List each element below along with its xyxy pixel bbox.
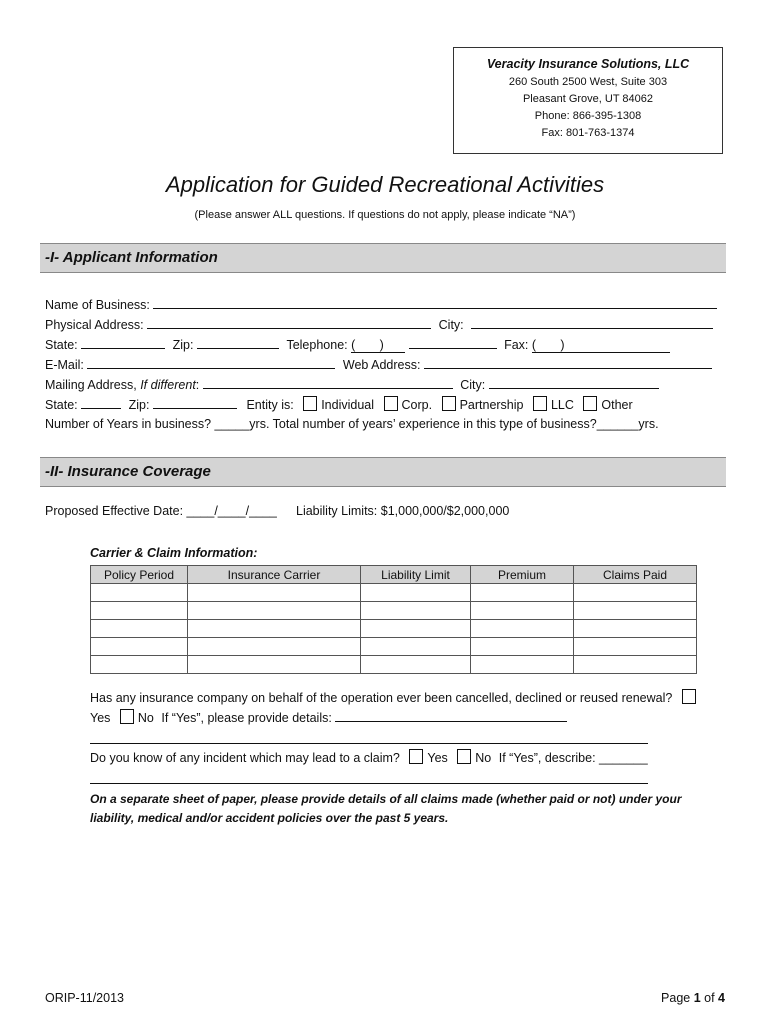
liability-limits: Liability Limits: $1,000,000/$2,000,000 [296, 504, 510, 518]
cancelled-question: Has any insurance company on behalf of the operation ever been cancelled, declined or reused renewal? [90, 691, 673, 705]
checkbox-corp[interactable] [384, 396, 398, 411]
table-cell[interactable] [471, 656, 574, 674]
table-cell[interactable] [471, 638, 574, 656]
col-liability-limit: Liability Limit [361, 566, 471, 584]
company-name: Veracity Insurance Solutions, LLC [486, 57, 690, 71]
table-cell[interactable] [91, 656, 188, 674]
page-prefix: Page [661, 991, 694, 1005]
label-yes: Yes [427, 751, 448, 765]
table-cell[interactable] [471, 602, 574, 620]
paren-close: ) [379, 338, 384, 352]
table-cell[interactable] [91, 638, 188, 656]
field-city[interactable] [471, 316, 713, 329]
label-partnership: Partnership [459, 398, 524, 412]
label-web-address: Web Address: [342, 358, 421, 372]
field-details-line2[interactable] [90, 730, 648, 744]
table-row [91, 620, 697, 638]
checkbox-llc[interactable] [533, 396, 547, 411]
table-cell[interactable] [188, 656, 361, 674]
section-heading: -I- Applicant Information [45, 249, 218, 266]
label-other: Other [601, 398, 633, 412]
checkbox-cancelled-no[interactable] [120, 709, 134, 724]
col-policy-period: Policy Period [91, 566, 188, 584]
label-physical-address: Physical Address: [45, 318, 144, 332]
table-cell[interactable] [91, 602, 188, 620]
field-mailing-city[interactable] [489, 376, 659, 389]
section-insurance-coverage-header [40, 457, 726, 487]
label-name-of-business: Name of Business: [45, 298, 150, 312]
label-state: State: [45, 338, 78, 352]
table-row [91, 656, 697, 674]
field-fax[interactable] [532, 338, 670, 353]
table-cell[interactable] [361, 638, 471, 656]
label-corp: Corp. [401, 398, 433, 412]
col-claims-paid: Claims Paid [574, 566, 697, 584]
table-cell[interactable] [574, 656, 697, 674]
page-total: 4 [718, 991, 725, 1005]
row-name-of-business [45, 296, 717, 312]
label-zip: Zip: [172, 338, 194, 352]
field-telephone-number[interactable] [409, 336, 497, 349]
label-individual: Individual [321, 398, 375, 412]
label-llc: LLC [550, 398, 574, 412]
table-cell[interactable] [188, 602, 361, 620]
label-if-different: If different [140, 378, 196, 392]
table-cell[interactable] [361, 584, 471, 602]
label-mailing-city: City: [460, 378, 486, 392]
table-cell[interactable] [91, 584, 188, 602]
paren-open: ( [351, 338, 356, 352]
row-email-web [45, 356, 712, 372]
carrier-claim-heading: Carrier & Claim Information: [90, 546, 258, 560]
checkbox-individual[interactable] [303, 396, 317, 411]
checkbox-other[interactable] [583, 396, 597, 411]
section-applicant-info-header [40, 243, 726, 273]
carrier-claims-table [90, 565, 697, 674]
row-cancelled-question [90, 689, 700, 705]
label-fax: Fax: [504, 338, 529, 352]
form-id: ORIP-11/2013 [45, 991, 124, 1005]
section-heading: -II- Insurance Coverage [45, 463, 211, 480]
col-insurance-carrier: Insurance Carrier [188, 566, 361, 584]
row-incident-question [90, 749, 648, 765]
label-mailing-state: State: [45, 398, 78, 412]
table-cell[interactable] [361, 656, 471, 674]
table-header-row [91, 566, 697, 584]
label-mailing-zip: Zip: [128, 398, 150, 412]
table-cell[interactable] [188, 620, 361, 638]
table-cell[interactable] [574, 602, 697, 620]
label-entity-is: Entity is: [246, 398, 294, 412]
field-mailing-address[interactable] [203, 376, 453, 389]
claims-note: On a separate sheet of paper, please provide details of all claims made (whether paid or not) under your liability, medical and/or accident policies over the past 5 years. [90, 792, 682, 825]
table-cell[interactable] [574, 620, 697, 638]
company-address-line1: 260 South 2500 West, Suite 303 [508, 76, 668, 88]
table-row [91, 584, 697, 602]
table-cell[interactable] [188, 638, 361, 656]
table-row [91, 602, 697, 620]
checkbox-cancelled-yes[interactable] [682, 689, 696, 704]
company-phone: Phone: 866-395-1308 [534, 110, 642, 122]
checkbox-incident-no[interactable] [457, 749, 471, 764]
table-cell[interactable] [471, 584, 574, 602]
row-state-zip-entity [45, 396, 633, 412]
field-physical-address[interactable] [147, 316, 431, 329]
field-mailing-zip[interactable] [153, 396, 237, 409]
label-city: City: [438, 318, 464, 332]
label-if-yes-describe[interactable]: If “Yes”, describe: _______ [498, 751, 648, 765]
field-describe-line2[interactable] [90, 770, 648, 784]
table-cell[interactable] [471, 620, 574, 638]
page-of: of [700, 991, 719, 1005]
row-mailing-address [45, 376, 659, 392]
col-premium: Premium [471, 566, 574, 584]
field-state[interactable] [81, 336, 165, 349]
row-physical-address [45, 316, 713, 332]
company-address-line2: Pleasant Grove, UT 84062 [522, 93, 654, 105]
table-cell[interactable] [361, 602, 471, 620]
page-current: 1 [693, 991, 701, 1005]
row-years-in-business[interactable]: Number of Years in business? _____yrs. Total number of years’ experience in this type of business?______yrs. [45, 417, 659, 431]
table-row [91, 638, 697, 656]
company-fax: Fax: 801-763-1374 [541, 127, 635, 139]
field-mailing-state[interactable] [81, 396, 121, 409]
table-cell[interactable] [188, 584, 361, 602]
checkbox-partnership[interactable] [442, 396, 456, 411]
form-title: Application for Guided Recreational Activities [165, 172, 605, 197]
field-details[interactable] [335, 709, 567, 722]
incident-question: Do you know of any incident which may lead to a claim? [90, 751, 400, 765]
row-cancelled-answer [90, 709, 567, 725]
field-telephone[interactable] [351, 338, 405, 353]
field-name-of-business[interactable] [153, 296, 717, 309]
table-cell[interactable] [574, 638, 697, 656]
label-telephone: Telephone: [286, 338, 348, 352]
field-web-address[interactable] [424, 356, 712, 369]
label-mailing-address: Mailing Address, [45, 378, 137, 392]
label-email: E-Mail: [45, 358, 84, 372]
row-state-zip-phone [45, 336, 670, 353]
label-yes: Yes [90, 711, 111, 725]
field-zip[interactable] [197, 336, 279, 349]
field-proposed-effective-date[interactable]: Proposed Effective Date: ____/____/____ [45, 504, 277, 518]
label-no: No [475, 751, 492, 765]
checkbox-incident-yes[interactable] [409, 749, 423, 764]
company-info-box [453, 47, 723, 154]
form-subtitle: (Please answer ALL questions. If questions do not apply, please indicate “NA”) [194, 209, 576, 221]
page-number [661, 991, 725, 1005]
table-cell[interactable] [361, 620, 471, 638]
field-email[interactable] [87, 356, 335, 369]
colon: : [195, 378, 200, 392]
label-no: No [137, 711, 154, 725]
label-if-yes-details: If “Yes”, please provide details: [161, 711, 332, 725]
table-cell[interactable] [574, 584, 697, 602]
table-cell[interactable] [91, 620, 188, 638]
paren-open: ( [531, 338, 537, 352]
paren-close: ) [560, 338, 565, 352]
